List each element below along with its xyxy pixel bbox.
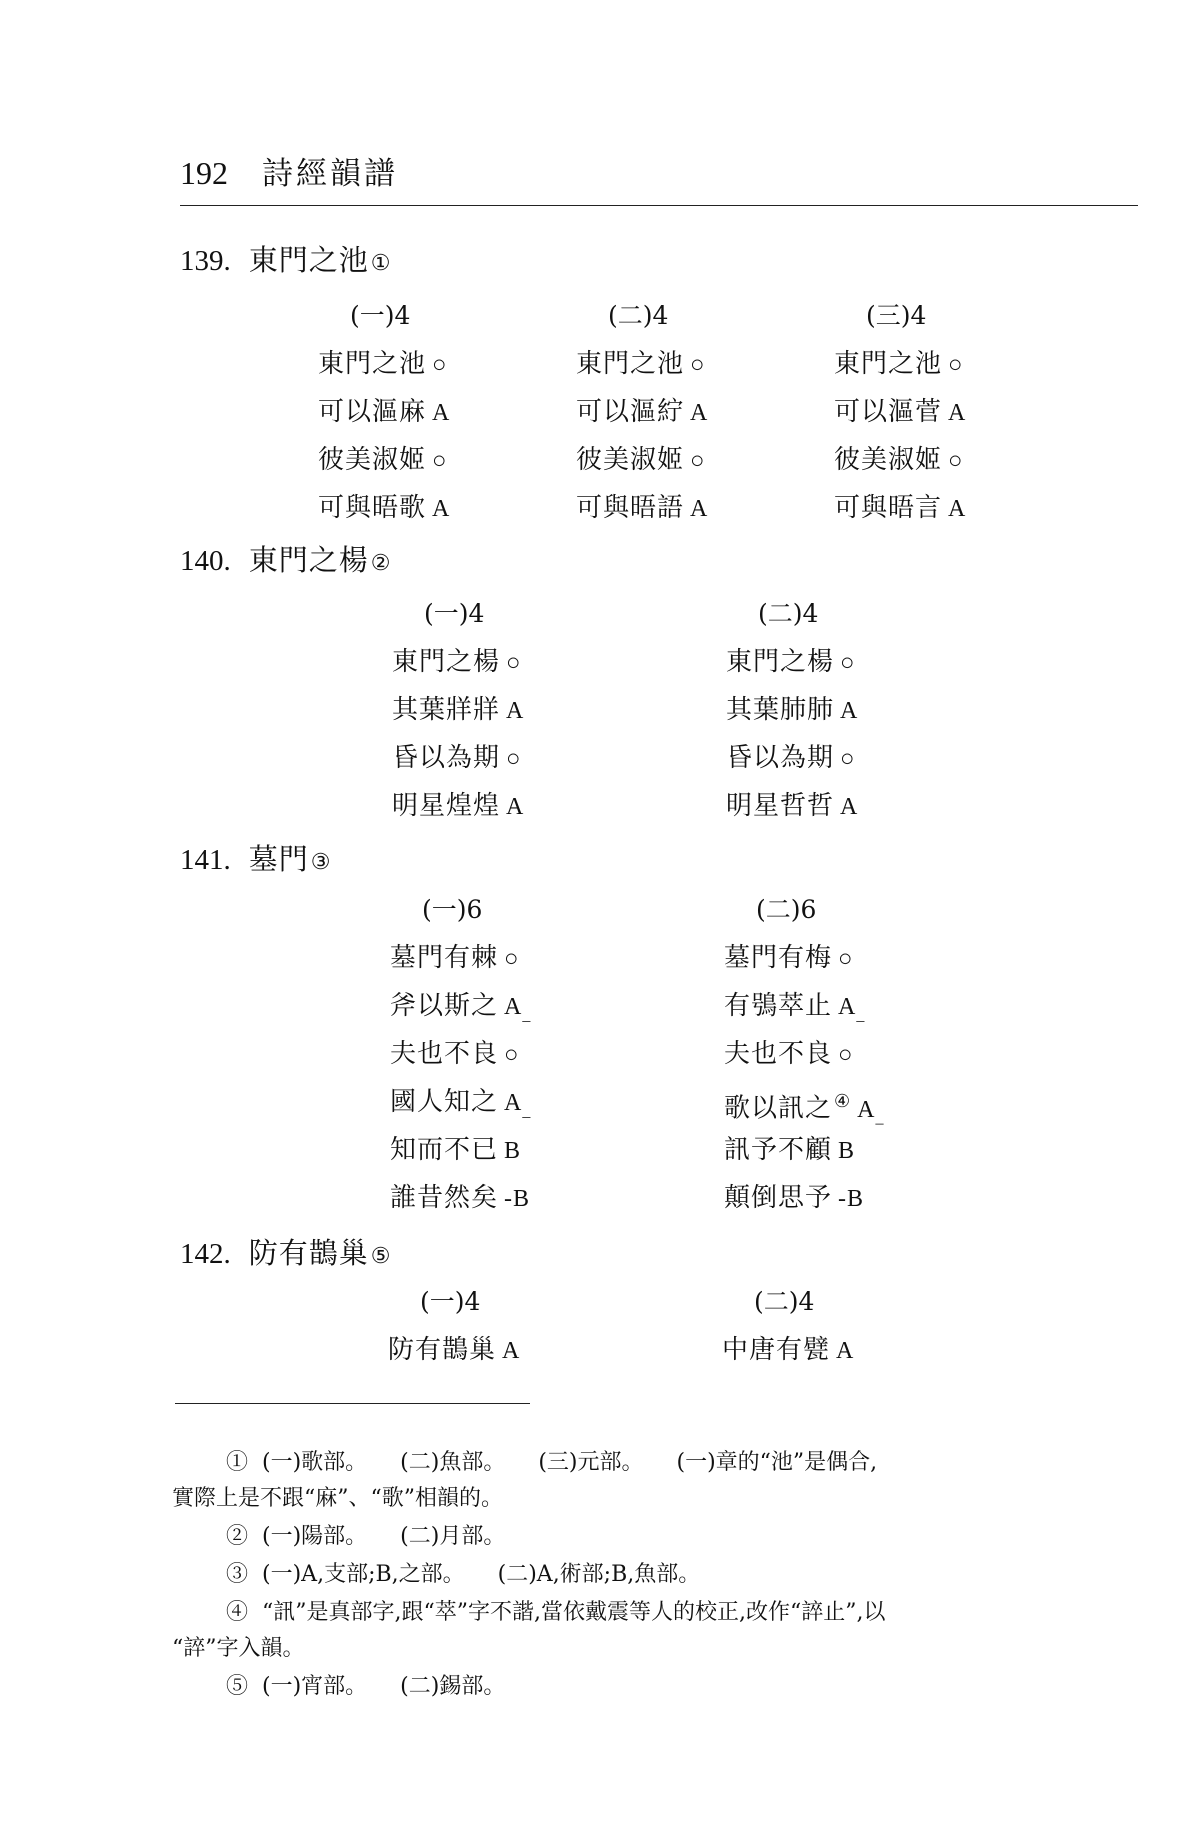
footnote-line: 實際上是不跟“麻”、“歌”相韻的。	[172, 1486, 503, 1511]
section-title-142	[180, 1231, 391, 1272]
verse-text: 彼美淑姬	[318, 445, 427, 475]
note-mark: ④	[834, 1091, 852, 1112]
footnote-text: (一)A,支部;B,之部。 (二)A,術部;B,魚部。	[262, 1562, 701, 1587]
verse-line	[834, 436, 966, 484]
footnote-line	[172, 1595, 1132, 1631]
footnote-mark: ④	[226, 1600, 249, 1625]
poem-title: 墓門	[248, 842, 309, 876]
note-mark: ①	[370, 251, 391, 276]
rhyme-mark: A	[506, 698, 525, 724]
footnotes	[172, 1445, 1132, 1707]
verse-line	[726, 686, 858, 734]
footnote-mark: ①	[226, 1450, 249, 1475]
verse-line	[724, 1174, 885, 1222]
rhyme-mark: B	[838, 1138, 856, 1164]
verse-text: 東門之池	[576, 349, 685, 379]
rhyme-mark: A	[838, 994, 857, 1020]
tone-mark: _	[856, 1007, 866, 1024]
rhyme-mark: ○	[840, 746, 856, 772]
verse-line	[390, 1030, 531, 1078]
verse-text: 訊予不顧	[724, 1135, 833, 1165]
verse-text: 誰昔然矣	[390, 1183, 499, 1213]
verse-line	[318, 436, 450, 484]
footnote-line	[172, 1557, 1132, 1593]
verse-text: 昏以為期	[392, 743, 501, 773]
stanza-label: (三)4	[866, 301, 927, 330]
verse-line	[724, 1030, 885, 1078]
header-rule	[180, 205, 1138, 206]
rhyme-mark: A	[504, 1090, 523, 1116]
verse-line	[390, 1126, 531, 1174]
verse-line	[576, 340, 708, 388]
rhyme-mark: A	[690, 400, 709, 426]
section-number: 142.	[180, 1238, 231, 1270]
rhyme-mark: A	[502, 1338, 521, 1364]
stanza-label: (一)4	[424, 599, 485, 628]
verse-text: 可與晤歌	[318, 493, 427, 523]
stanza-label: (一)4	[420, 1287, 481, 1316]
stanza-label: (二)4	[608, 301, 669, 330]
rhyme-mark: A	[506, 794, 525, 820]
verse-text: 明星煌煌	[392, 791, 501, 821]
verse-text: 可以漚菅	[834, 397, 943, 427]
footnote-line	[172, 1445, 1132, 1481]
section-title-139	[180, 238, 391, 279]
rhyme-mark: ○	[432, 352, 448, 378]
verse-line	[724, 982, 885, 1030]
verse-line	[576, 388, 708, 436]
verse-line	[834, 340, 966, 388]
verse-text: 彼美淑姬	[576, 445, 685, 475]
footnote-rule	[175, 1403, 530, 1404]
verse-text: 斧以斯之	[390, 991, 499, 1021]
rhyme-mark: ○	[838, 1042, 854, 1068]
rhyme-mark: ○	[838, 946, 854, 972]
verse-text: 其葉肺肺	[726, 695, 835, 725]
verse-line	[726, 734, 858, 782]
footnote-4	[172, 1595, 1132, 1667]
rhyme-mark: ○	[840, 650, 856, 676]
note-mark: ②	[370, 551, 391, 576]
verse-text: 可以漚紵	[576, 397, 685, 427]
verse-line	[390, 1174, 531, 1222]
verse-text: 其葉牂牂	[392, 695, 501, 725]
rhyme-mark: A	[840, 794, 859, 820]
rhyme-mark: A	[690, 496, 709, 522]
footnote-mark: ③	[226, 1562, 249, 1587]
verse-text: 明星哲哲	[726, 791, 835, 821]
stanza-141-2	[724, 886, 885, 1222]
poem-title: 東門之楊	[248, 543, 369, 577]
verse-text: 夫也不良	[390, 1039, 499, 1069]
verse-text: 墓門有棘	[390, 943, 499, 973]
section-number: 141.	[180, 844, 231, 876]
footnote-text: (一)陽部。 (二)月部。	[262, 1524, 506, 1549]
verse-line	[392, 782, 524, 830]
rhyme-mark: -B	[838, 1186, 865, 1212]
section-number: 139.	[180, 245, 231, 277]
poem-title: 東門之池	[248, 243, 369, 277]
section-number: 140.	[180, 545, 231, 577]
footnote-2	[172, 1519, 1132, 1555]
rhyme-mark: ○	[690, 448, 706, 474]
verse-line	[724, 934, 885, 982]
verse-line	[318, 484, 450, 532]
rhyme-mark: ○	[506, 746, 522, 772]
verse-line	[834, 388, 966, 436]
verse-text: 可與晤語	[576, 493, 685, 523]
verse-text: 歌以訊之	[724, 1093, 833, 1124]
section-title-140	[180, 538, 391, 579]
stanza-140-2	[726, 590, 858, 830]
rhyme-mark: ○	[432, 448, 448, 474]
verse-line	[392, 734, 524, 782]
verse-text: 顛倒思予	[724, 1183, 833, 1213]
verse-text: 可以漚麻	[318, 397, 427, 427]
verse-text: 東門之池	[318, 349, 427, 379]
footnote-mark: ②	[226, 1524, 249, 1549]
verse-line	[390, 982, 531, 1030]
verse-text: 有鴞萃止	[724, 991, 833, 1021]
rhyme-mark: A	[432, 496, 451, 522]
verse-line	[390, 1078, 531, 1126]
tone-mark: _	[522, 1007, 532, 1024]
footnote-5	[172, 1669, 1132, 1705]
stanza-label: (二)4	[754, 1287, 815, 1316]
rhyme-mark: ○	[504, 1042, 520, 1068]
verse-text: 知而不已	[390, 1135, 499, 1165]
rhyme-mark: ○	[948, 448, 964, 474]
rhyme-mark: A	[432, 400, 451, 426]
rhyme-mark: ○	[506, 650, 522, 676]
footnote-text: “訊”是真部字,跟“萃”字不諧,當依戴震等人的校正,改作“誶止”,以	[262, 1600, 886, 1625]
rhyme-mark: A	[857, 1096, 876, 1123]
stanza-label: (二)6	[756, 895, 817, 924]
rhyme-mark: A	[504, 994, 523, 1020]
verse-line	[726, 782, 858, 830]
verse-text: 中唐有甓	[722, 1335, 831, 1365]
verse-line	[726, 638, 858, 686]
rhyme-mark: A	[836, 1338, 855, 1364]
footnote-line: “誶”字入韻。	[172, 1636, 305, 1661]
footnote-3	[172, 1557, 1132, 1593]
stanza-label: (二)4	[758, 599, 819, 628]
page-number: 192	[180, 155, 228, 191]
footnote-line	[172, 1669, 1132, 1705]
note-mark: ③	[310, 850, 331, 875]
verse-line	[576, 484, 708, 532]
verse-line	[388, 1326, 520, 1374]
verse-line	[722, 1326, 854, 1374]
rhyme-mark: A	[948, 496, 967, 522]
verse-line	[576, 436, 708, 484]
footnote-text: (一)宵部。 (二)錫部。	[262, 1674, 506, 1699]
rhyme-mark: -B	[504, 1186, 531, 1212]
verse-text: 東門之池	[834, 349, 943, 379]
verse-text: 墓門有梅	[724, 943, 833, 973]
stanza-141-1	[390, 886, 531, 1222]
stanza-139-2	[576, 292, 708, 532]
verse-line	[834, 484, 966, 532]
stanza-139-3	[834, 292, 966, 532]
verse-line	[318, 340, 450, 388]
footnote-text: (一)歌部。 (二)魚部。 (三)元部。 (一)章的“池”是偶合,	[262, 1450, 878, 1475]
tone-mark: _	[522, 1103, 532, 1120]
verse-text: 夫也不良	[724, 1039, 833, 1069]
rhyme-mark: A	[840, 698, 859, 724]
verse-line	[392, 638, 524, 686]
verse-line	[724, 1078, 885, 1126]
verse-text: 防有鵲巢	[388, 1335, 497, 1365]
rhyme-mark: ○	[504, 946, 520, 972]
stanza-142-1	[388, 1278, 520, 1374]
poem-title: 防有鵲巢	[248, 1236, 369, 1270]
book-title: 詩經韻譜	[262, 156, 398, 192]
stanza-140-1	[392, 590, 524, 830]
verse-line	[724, 1126, 885, 1174]
verse-text: 東門之楊	[726, 647, 835, 677]
verse-text: 可與晤言	[834, 493, 943, 523]
rhyme-mark: ○	[690, 352, 706, 378]
verse-text: 彼美淑姬	[834, 445, 943, 475]
verse-line	[392, 686, 524, 734]
verse-line	[318, 388, 450, 436]
footnote-mark: ⑤	[226, 1674, 249, 1699]
verse-text: 昏以為期	[726, 743, 835, 773]
stanza-label: (一)6	[422, 895, 483, 924]
tone-mark: _	[875, 1109, 885, 1127]
rhyme-mark: B	[504, 1138, 522, 1164]
verse-text: 東門之楊	[392, 647, 501, 677]
stanza-label: (一)4	[350, 301, 411, 330]
footnote-line	[172, 1519, 1132, 1555]
footnote-1	[172, 1445, 1132, 1517]
rhyme-mark: ○	[948, 352, 964, 378]
note-mark: ⑤	[370, 1244, 391, 1269]
stanza-142-2	[722, 1278, 854, 1374]
running-head	[180, 148, 398, 193]
rhyme-mark: A	[948, 400, 967, 426]
verse-text: 國人知之	[390, 1087, 499, 1117]
section-title-141	[180, 837, 331, 878]
verse-line	[390, 934, 531, 982]
stanza-139-1	[318, 292, 450, 532]
